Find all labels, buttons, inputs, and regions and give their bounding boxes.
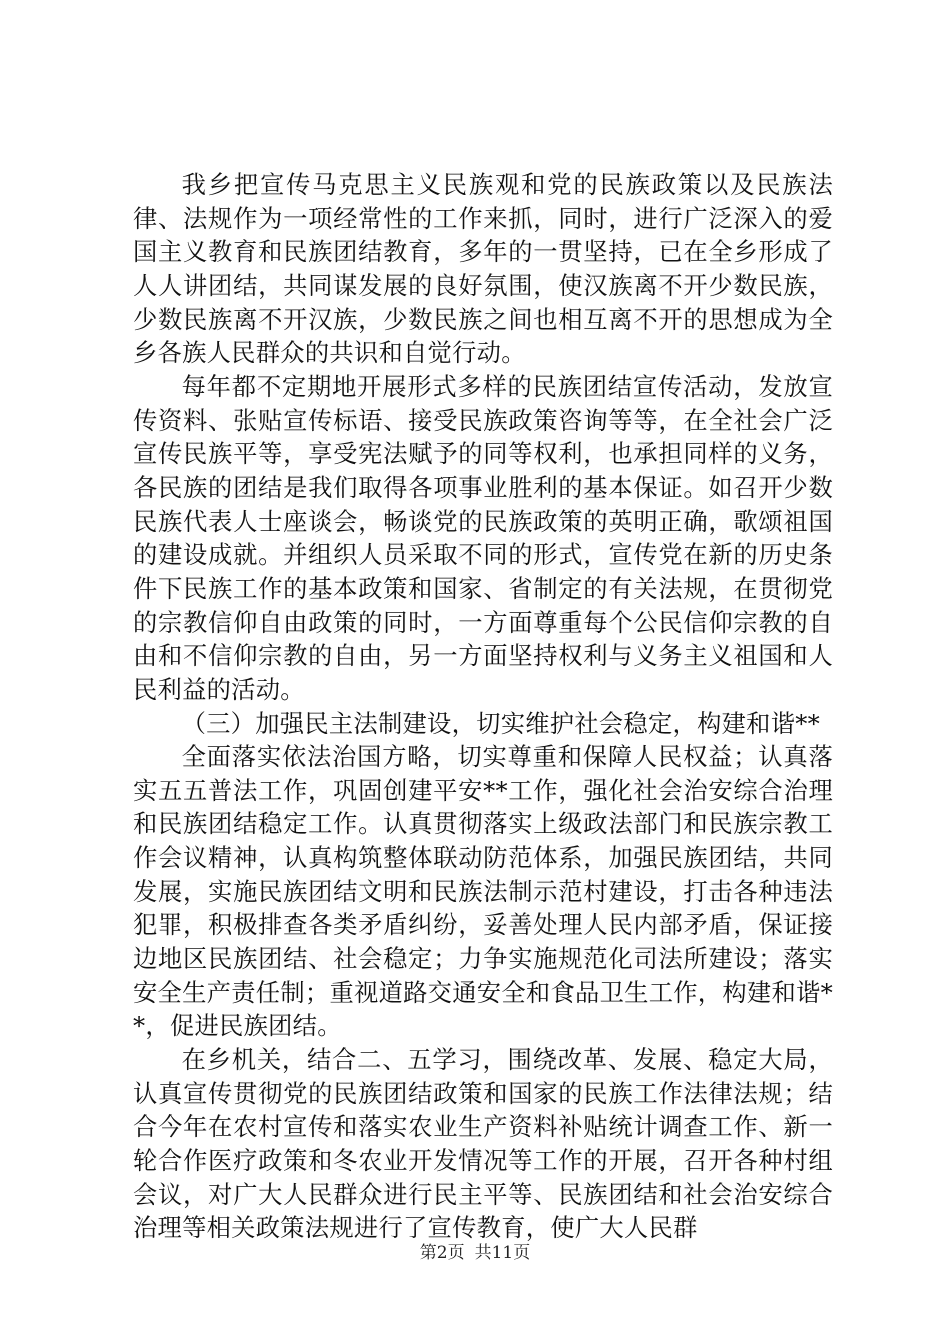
paragraph-1: 我乡把宣传马克思主义民族观和党的民族政策以及民族法律、法规作为一项经常性的工作来抓，同时，进行广泛深入的爱国主义教育和民族团结教育，多年的一贯坚持，已在全乡形成了人人讲团结，共同谋发展的良好氛围，使汉族离不开少数民族，少数民族离不开汉族，少数民族之间也相互离不开的思想成为全乡各族人民群众的共识和自觉行动。 xyxy=(133,170,833,368)
section-heading: （三）加强民主法制建设，切实维护社会稳定，构建和谐** xyxy=(181,708,821,738)
page-number: 第2页 xyxy=(419,1243,465,1263)
page-total: 共11页 xyxy=(474,1243,531,1263)
paragraph-4: 在乡机关，结合二、五学习，围绕改革、发展、稳定大局，认真宣传贯彻党的民族团结政策和国家的民族工作法律法规；结合今年在农村宣传和落实农业生产资料补贴统计调查工作、新一轮合作医疗政策和冬农业开发情况等工作的开展，召开各种村组会议，对广大人民群众进行民主平等、民族团结和社会治安综合治理等相关政策法规进行了宣传教育，使广大人民群 xyxy=(133,1045,833,1243)
paragraph-3: 全面落实依法治国方略，切实尊重和保障人民权益；认真落实五五普法工作，巩固创建平安**工作，强化社会治安综合治理和民族团结稳定工作。认真贯彻落实上级政法部门和民族宗教工作会议精神，认真构筑整体联动防范体系，加强民族团结，共同发展，实施民族团结文明和民族法制示范村建设，打击各种违法犯罪，积极排查各类矛盾纠纷，妥善处理人民内部矛盾，保证接边地区民族团结、社会稳定；力争实施规范化司法所建设；落实安全生产责任制；重视道路交通安全和食品卫生工作，构建和谐**，促进民族团结。 xyxy=(133,742,833,1041)
document-body xyxy=(133,168,833,1245)
page-footer xyxy=(0,1238,950,1263)
paragraph-2: 每年都不定期地开展形式多样的民族团结宣传活动，发放宣传资料、张贴宣传标语、接受民族政策咨询等等，在全社会广泛宣传民族平等，享受宪法赋予的同等权利，也承担同样的义务，各民族的团结是我们取得各项事业胜利的基本保证。如召开少数民族代表人士座谈会，畅谈党的民族政策的英明正确，歌颂祖国的建设成就。并组织人员采取不同的形式，宣传党在新的历史条件下民族工作的基本政策和国家、省制定的有关法规，在贯彻党的宗教信仰自由政策的同时，一方面尊重每个公民信仰宗教的自由和不信仰宗教的自由，另一方面坚持权利与义务主义祖国和人民利益的活动。 xyxy=(133,371,833,704)
